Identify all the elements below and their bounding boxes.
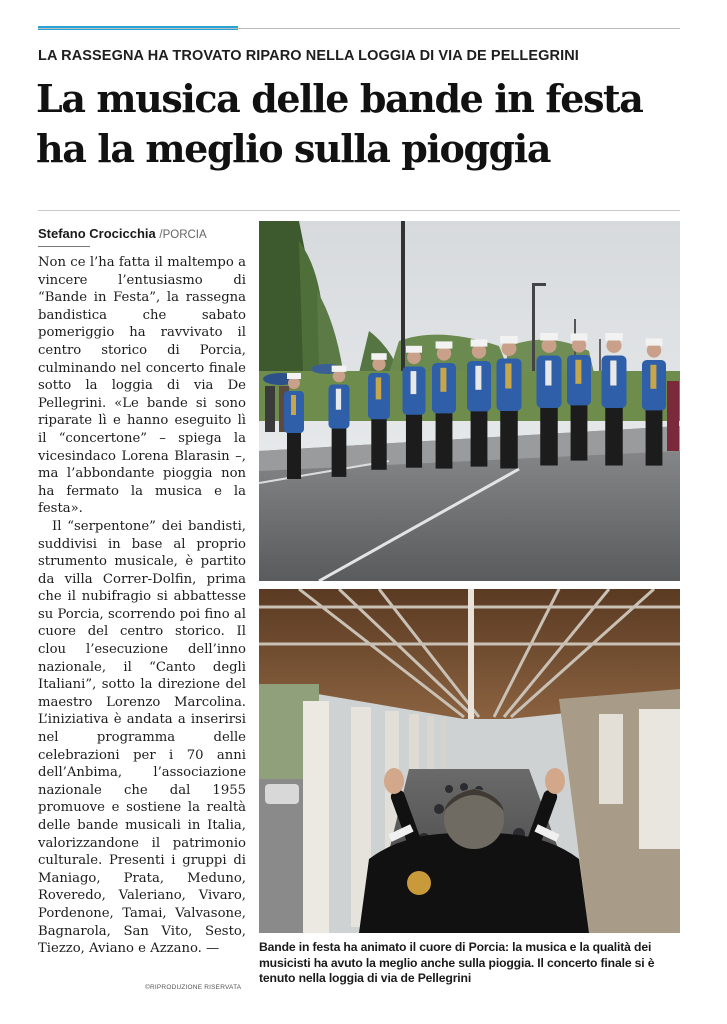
headline-line-2: ha la meglio sulla pioggia: [36, 126, 551, 171]
paragraph-2: Il “serpentone” dei bandisti, suddivisi in base al proprio strumento musicale, è partito da villa Correr-Dolfin, prima che il nubifragio si abbattesse su Porcia, scorrendo poi fino al cuore del centro storico. Il clou l’esecuzione dell’inno nazionale, il “Canto degli Italiani”, sotto la direzione del maestro Lorenzo Marcolina. L’iniziativa è andata a inserirsi nel programma delle celebrazioni per i 70 anni dell’Anbima, l’associazione nazionale che dal 1955 promuove e sostiene la realtà delle bande musicali in Italia, valorizzandone il patrimonio culturale. Presenti i gruppi di Maniago, Prata, Meduno, Roveredo, Valeriano, Vivaro, Pordenone, Tamai, Valvasone, Bagnarola, San Vito, Sesto, Tiezzo, Aviano e Azzano. —: [38, 518, 246, 957]
copyright-notice: ©RIPRODUZIONE RISERVATA: [145, 984, 242, 991]
kicker: LA RASSEGNA HA TROVATO RIPARO NELLA LOGGIA DI VIA DE PELLEGRINI: [38, 48, 579, 64]
byline-rule: [38, 246, 90, 247]
top-rule: [38, 28, 680, 29]
headline-separator: [38, 210, 680, 211]
paragraph-1: Non ce l’ha fatta il maltempo a vincere l’entusiasmo di “Bande in Festa”, la rassegna bandistica che sabato pomeriggio ha ravvivato il centro storico di Porcia, culminando nel concerto finale sotto la loggia di via De Pellegrini. «Le bande si sono riparate lì e hanno eseguito lì il “concertone” – spiega la vicesindaco Lorena Blarasin –, ma l’abbondante pioggia non ha fermato la musica e la festa».: [38, 255, 246, 517]
loggia-concert-photo: [259, 589, 680, 933]
headline-line-1: La musica delle bande in festa: [36, 76, 643, 121]
byline: [38, 226, 207, 241]
photo-caption: Bande in festa ha animato il cuore di Porcia: la musica e la qualità dei musicisti ha avuto la meglio anche sulla pioggia. Il concerto finale si è tenuto nella loggia di via de Pellegrini: [259, 940, 655, 986]
article-body: [38, 254, 246, 958]
author-name: Stefano Crocicchia: [38, 226, 156, 241]
headline: [36, 74, 696, 174]
marching-band-photo: [259, 221, 680, 581]
dateline-place: /PORCIA: [159, 229, 207, 241]
